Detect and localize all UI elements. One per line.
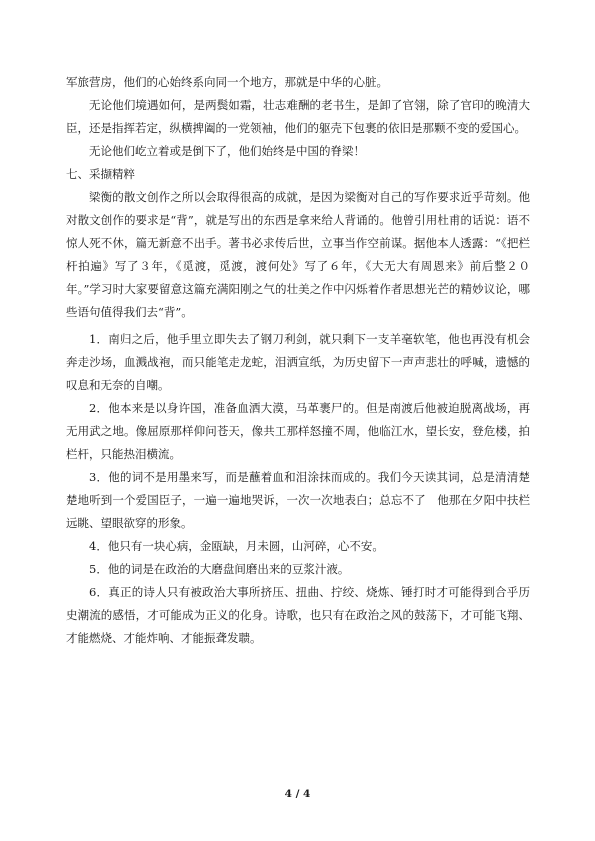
page-content <box>66 71 530 650</box>
list-item: 5．他的词是在政治的大磨盘间磨出来的豆浆汁液。 <box>89 562 350 576</box>
list-item: 4．他只有一块心病，金瓯缺，月未圆，山河碎，心不安。 <box>89 539 384 553</box>
body-paragraph: 无论他们境遇如何，是两鬓如霜，壮志难酬的老书生，是卸了官翎，除了官印的晚清大臣，还是指挥若定，纵横捭阖的一党领袖，他们的躯壳下包裹的依旧是那颗不变的爱国心。 <box>66 98 530 135</box>
section-heading: 七、采撷精粹 <box>66 167 135 181</box>
list-item: 3．他的词不是用墨来写，而是蘸着血和泪涂抹而成的。我们今天读其词，总是清清楚楚地听到一个爱国臣子，一遍一遍地哭诉，一次一次地表白；总忘不了 他那在夕阳中扶栏远眺、望眼欲穿的形象。 <box>66 470 530 530</box>
list-item: 6．真正的诗人只有被政治大事所挤压、扭曲、拧绞、烧炼、锤打时才可能得到合乎历史潮流的感悟，才可能成为正义的化身。诗歌，也只有在政治之风的鼓荡下，才可能飞翔、才能燃烧、才能炸响、才能振聋发聩。 <box>66 585 530 645</box>
list-item: 1．南归之后，他手里立即失去了钢刀利剑，就只剩下一支羊毫软笔，他也再没有机会奔走沙场，血溅战袍，而只能笔走龙蛇，泪洒宣纸，为历史留下一声声悲壮的呼喊，遗憾的叹息和无奈的自嘲。 <box>66 332 530 392</box>
body-paragraph: 无论他们屹立着或是倒下了，他们始终是中国的脊梁！ <box>89 144 365 158</box>
intro-paragraph: 梁衡的散文创作之所以会取得很高的成就，是因为梁衡对自己的写作要求近乎苛刻。他对散文创作的要求是“背”，就是写出的东西是拿来给人背诵的。他曾引用杜甫的话说：语不惊人死不休，篇无新意不出手。著书必求传后世，立事当作空前谋。据他本人透露：“《把栏杆拍遍》写了３年，《觅渡，觅渡，渡何处》写了６年，《大无大有周恩来》前后整２０年。”学习时大家要留意这篇充满阳刚之气的壮美之作中闪烁着作者思想光芒的精妙议论，哪些语句值得我们去“背”。 <box>66 190 530 319</box>
list-item: 2．他本来是以身许国，准备血洒大漠，马革裹尸的。但是南渡后他被迫脱离战场，再无用武之地。像屈原那样仰问苍天，像共工那样怒撞不周，他临江水，望长安，登危楼，拍栏杆，只能热泪横流。 <box>66 401 530 461</box>
body-paragraph: 军旅营房，他们的心始终系向同一个地方，那就是中华的心脏。 <box>66 75 388 89</box>
page-number: 4 / 4 <box>284 788 311 800</box>
